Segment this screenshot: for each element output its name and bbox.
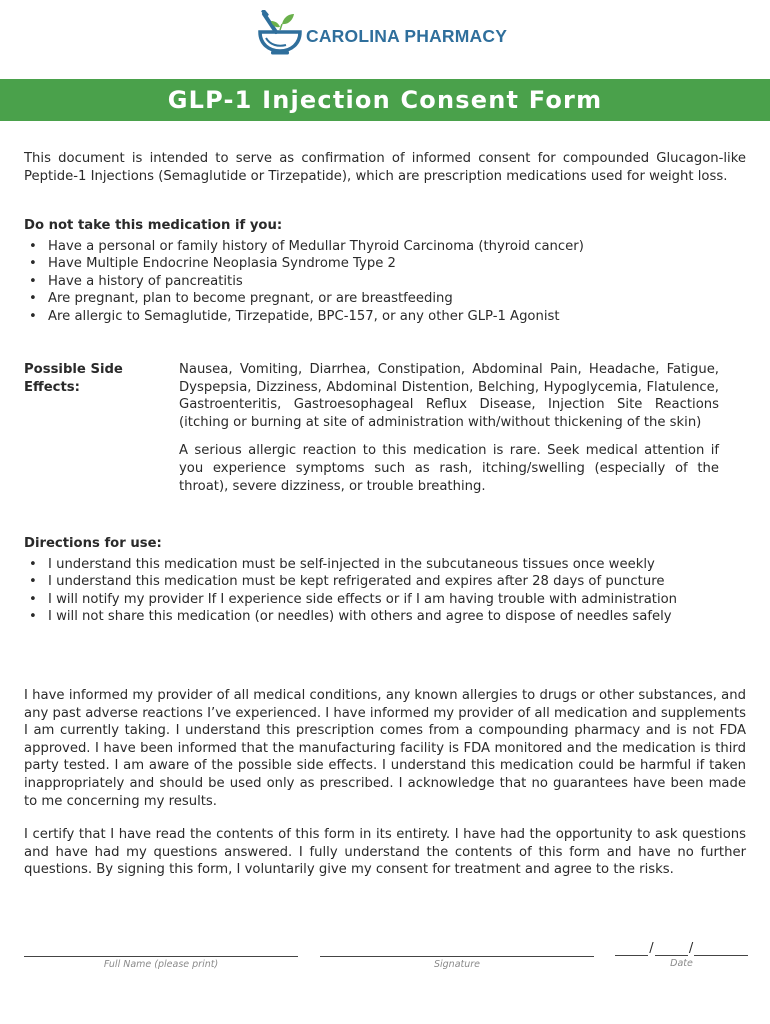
pharmacy-logo xyxy=(258,10,507,56)
date-month-blank[interactable] xyxy=(615,941,648,956)
list-item: • Have a personal or family history of Medullar Thyroid Carcinoma (thyroid cancer) xyxy=(24,238,746,256)
list-item: • Are allergic to Semaglutide, Tirzepatide, BPC-157, or any other GLP-1 Agonist xyxy=(24,308,746,326)
form-title: GLP-1 Injection Consent Form xyxy=(167,86,603,114)
side-effects-section xyxy=(24,361,746,495)
list-item: • Have Multiple Endocrine Neoplasia Syndrome Type 2 xyxy=(24,255,746,273)
directions-list xyxy=(24,556,746,626)
contraindications-section xyxy=(24,217,746,326)
list-item: • I understand this medication must be self-injected in the subcutaneous tissues once weekly xyxy=(24,556,746,574)
allergy-warning: A serious allergic reaction to this medication is rare. Seek medical attention if you experience symptoms such as rash, itching/swelling (especially of the throat), severe dizziness, or trouble breathing. xyxy=(179,443,719,494)
side-effects-list: Nausea, Vomiting, Diarrhea, Constipation, Abdominal Pain, Headache, Fatigue, Dyspepsia, Dizziness, Abdominal Distention, Belching, Hypoglycemia, Flatulence, Gastroenteritis, Gastroesophageal Reflux Disease, Injection Site Reactions (itching or burning at site of administration with/without thickening of the skin) xyxy=(179,362,719,430)
full-name-line[interactable] xyxy=(24,940,298,957)
date-day-blank[interactable] xyxy=(655,941,688,956)
list-item: • Are pregnant, plan to become pregnant, or are breastfeeding xyxy=(24,290,746,308)
mortar-pestle-icon xyxy=(258,10,302,56)
date-separator: / xyxy=(688,941,694,956)
full-name-field[interactable] xyxy=(24,940,298,970)
list-item: • Have a history of pancreatitis xyxy=(24,273,746,291)
directions-title: Directions for use: xyxy=(24,536,162,551)
signature-row xyxy=(24,940,748,970)
list-item: • I will not share this medication (or needles) with others and agree to dispose of needles safely xyxy=(24,608,746,626)
full-name-caption: Full Name (please print) xyxy=(103,959,219,970)
acknowledgement-paragraph: I have informed my provider of all medical conditions, any known allergies to drugs or other substances, and any past adverse reactions I’ve experienced. I have informed my provider of all medication and supplements I am currently taking. I understand this prescription comes from a compounding pharmacy and is not FDA approved. I have been informed that the manufacturing facility is FDA monitored and the medication is third party tested. I am aware of the possible side effects. I understand this medication could be harmful if taken inappropriately and should be used only as prescribed. I acknowledge that no guarantees have been made to me concerning my results. xyxy=(24,688,746,809)
list-item: • I will notify my provider If I experience side effects or if I am having trouble with administration xyxy=(24,591,746,609)
certification-paragraph: I certify that I have read the contents of this form in its entirety. I have had the opportunity to ask questions and have had my questions answered. I fully understand the contents of this form and have no further questions. By signing this form, I voluntarily give my consent for treatment and agree to the risks. xyxy=(24,827,746,878)
intro-paragraph: This document is intended to serve as confirmation of informed consent for compounded Glucagon-like Peptide-1 Injections (Semaglutide or Tirzepatide), which are prescription medications used for weight loss. xyxy=(24,151,746,184)
brand-name: CAROLINA PHARMACY xyxy=(306,25,508,46)
side-effects-body xyxy=(179,361,719,495)
date-field[interactable] xyxy=(615,940,748,969)
title-banner xyxy=(0,79,770,121)
signature-caption: Signature xyxy=(433,959,481,970)
signature-line[interactable] xyxy=(320,940,594,957)
date-year-blank[interactable] xyxy=(694,941,748,956)
contraindications-title: Do not take this medication if you: xyxy=(24,218,283,233)
date-caption: Date xyxy=(670,958,693,969)
date-input[interactable] xyxy=(615,940,748,956)
signature-field[interactable] xyxy=(320,940,594,970)
date-separator: / xyxy=(649,941,654,956)
directions-section xyxy=(24,535,746,626)
side-effects-label: Possible Side Effects: xyxy=(24,362,123,395)
contraindications-list xyxy=(24,238,746,326)
list-item: • I understand this medication must be kept refrigerated and expires after 28 days of puncture xyxy=(24,573,746,591)
